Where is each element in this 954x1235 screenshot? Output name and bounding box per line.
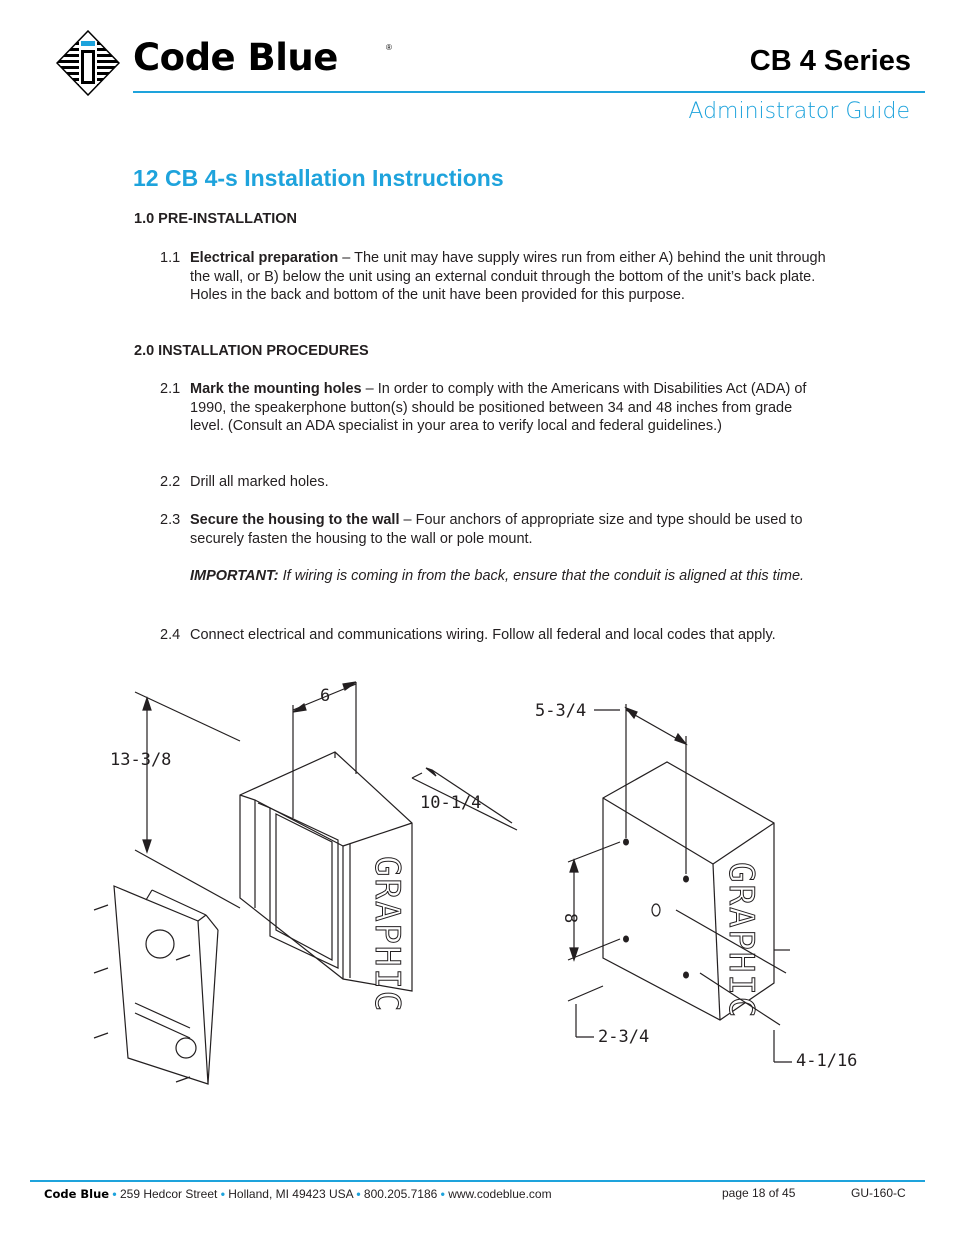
footer-bullet: • (112, 1187, 117, 1201)
dim-depth-label: 6 (320, 686, 331, 706)
brand-name: Code Blue (133, 36, 338, 79)
footer-phone: 800.205.7186 (363, 1187, 438, 1201)
code-blue-logo-icon (56, 30, 120, 96)
footer-address (44, 1187, 552, 1201)
step-electrical-preparation (190, 249, 830, 305)
open-housing-drawing (94, 682, 517, 1084)
step-body: – In order to comply with the Americans with Disabilities Act (ADA) of 1990, the speakerphone button(s) should be positioned between 34 and 48 inches from grade level. (Consult an ADA specialist in your area to verify local and federal guidelines.) (190, 381, 807, 435)
graphic-label: GRAPHIC (721, 862, 761, 1020)
footer-brand: Code Blue (44, 1187, 110, 1201)
footer-city: Holland, MI 49423 USA (228, 1187, 353, 1201)
step-title: Mark the mounting holes (190, 381, 362, 397)
dim-hole-offset-label: 2-3/4 (598, 1027, 650, 1047)
step-title: Electrical preparation (190, 250, 339, 266)
footer-bullet: • (356, 1187, 361, 1201)
step-number: 2.1 (160, 381, 181, 397)
document-code: GU-160-C (851, 1186, 906, 1200)
step-secure-housing (190, 511, 830, 548)
step-title: Secure the housing to the wall (190, 512, 400, 528)
dim-hole-spacing-label: 8 (560, 913, 580, 924)
step-number: 2.4 (160, 627, 181, 643)
important-text: If wiring is coming in from the back, ensure that the conduit is aligned at this time. (278, 568, 805, 584)
step-connect-wiring: Connect electrical and communications wiring. Follow all federal and local codes that apply. (190, 627, 776, 643)
dim-height-label: 13-3/8 (110, 750, 172, 770)
pre-installation-heading: 1.0 PRE-INSTALLATION (134, 211, 297, 227)
dim-width-label: 10-1/4 (420, 793, 482, 813)
footer-divider (30, 1180, 925, 1182)
step-body: – The unit may have supply wires run from either A) behind the unit through the wall, or B) below the unit using an external conduit through the bottom of the unit’s back plate. Holes in the back and bottom of the unit have been provided for this purpose. (190, 250, 826, 304)
step-number: 2.2 (160, 474, 181, 490)
installation-procedures-heading: 2.0 INSTALLATION PROCEDURES (134, 343, 369, 359)
dim-bottom-label: 4-1/16 (796, 1051, 858, 1071)
step-mark-mounting-holes (190, 380, 830, 436)
footer-street: 259 Hedcor Street (119, 1187, 218, 1201)
header-divider (133, 91, 925, 93)
series-title: CB 4 Series (749, 45, 911, 77)
housing-dimension-drawing (80, 668, 880, 1098)
important-note (190, 567, 830, 586)
guide-title: Administrator Guide (688, 99, 910, 124)
page-number: page 18 of 45 (722, 1186, 796, 1200)
dim-back-top-label: 5-3/4 (535, 701, 587, 721)
section-heading: 12 CB 4-s Installation Instructions (133, 165, 504, 191)
step-number: 2.3 (160, 512, 181, 528)
footer-website: www.codeblue.com (448, 1187, 552, 1201)
graphic-label: GRAPHIC (367, 856, 407, 1014)
step-drill-holes: Drill all marked holes. (190, 474, 329, 490)
step-number: 1.1 (160, 250, 181, 266)
footer-bullet: • (220, 1187, 225, 1201)
step-body: – Four anchors of appropriate size and type should be used to securely fasten the housing to the wall or pole mount. (190, 512, 803, 547)
important-label: IMPORTANT: (190, 568, 279, 584)
closed-housing-drawing (535, 701, 857, 1071)
footer-bullet: • (440, 1187, 445, 1201)
brand-registered-mark: ® (386, 43, 392, 52)
